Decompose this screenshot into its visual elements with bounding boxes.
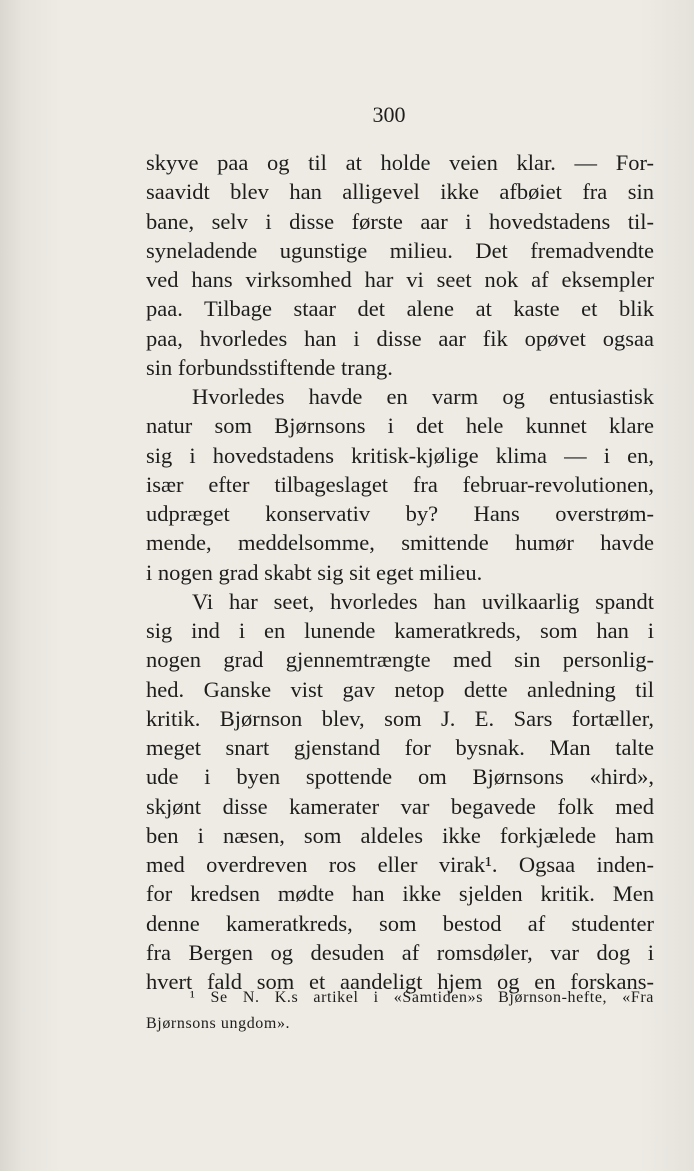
text-line: hvert fald som et aandeligt hjem og en forskans- (146, 969, 654, 994)
text-line: denne kameratkreds, som bestod af studenter (146, 910, 654, 936)
text-line: sig i hovedstadens kritisk-kjølige klima — i en, (146, 442, 654, 468)
text-line: paa. Tilbage staar det alene at kaste et blik (146, 296, 654, 322)
text-line: Hvorledes havde en varm og entusiastisk (192, 384, 654, 409)
footnote (146, 985, 654, 1037)
text-line: udpræget konservativ by? Hans overstrøm- (146, 501, 654, 526)
text-line: ved hans virksomhed har vi seet nok af eksempler (146, 267, 654, 292)
text-line: mende, meddelsomme, smittende humør havde (146, 530, 654, 556)
text-line: skjønt disse kamerater var begavede folk med (146, 793, 654, 819)
page-number: 300 (372, 102, 406, 127)
text-line: for kredsen mødte han ikke sjelden kritik. Men (146, 881, 654, 907)
text-line: i nogen grad skabt sig sit eget milieu. (146, 559, 483, 585)
text-line: ben i næsen, som aldeles ikke forkjælede ham (146, 822, 654, 848)
text-line: natur som Bjørnsons i det hele kunnet klare (146, 413, 654, 439)
text-line: kritik. Bjørnson blev, som J. E. Sars fortæller, (146, 705, 654, 731)
text-line: sig ind i en lunende kameratkreds, som han i (146, 618, 654, 643)
text-line: Vi har seet, hvorledes han uvilkaarlig spandt (192, 588, 654, 614)
text-line: ude i byen spottende om Bjørnsons «hird», (146, 764, 654, 790)
text-line: hed. Ganske vist gav netop dette anledning til (146, 676, 654, 702)
text-line: med overdreven ros eller virak¹. Ogsaa inden- (146, 852, 654, 877)
text-line: paa, hvorledes han i disse aar fik opøvet ogsaa (146, 325, 654, 351)
text-line: saavidt blev han alligevel ikke afbøiet fra sin (146, 179, 654, 205)
text-line: især efter tilbageslaget fra februar-revolutionen, (146, 471, 654, 497)
text-line: syneladende ugunstige milieu. Det fremadvendte (146, 237, 654, 263)
footnote-line: Bjørnsons ungdom». (146, 1015, 291, 1032)
text-line: sin forbundsstiftende trang. (146, 354, 393, 380)
text-line: nogen grad gjennemtrængte med sin personlig- (146, 647, 654, 673)
text-line: meget snart gjenstand for bysnak. Man talte (146, 735, 654, 760)
text-line: fra Bergen og desuden af romsdøler, var dog i (146, 939, 654, 965)
text-line: bane, selv i disse første aar i hovedstadens til- (146, 208, 654, 234)
text-line: skyve paa og til at holde veien klar. — For- (146, 150, 654, 175)
body-text (146, 148, 654, 996)
footnote-line: ¹ Se N. K.s artikel i «Samtiden»s Bjørnson-hefte, «Fra (190, 989, 654, 1006)
